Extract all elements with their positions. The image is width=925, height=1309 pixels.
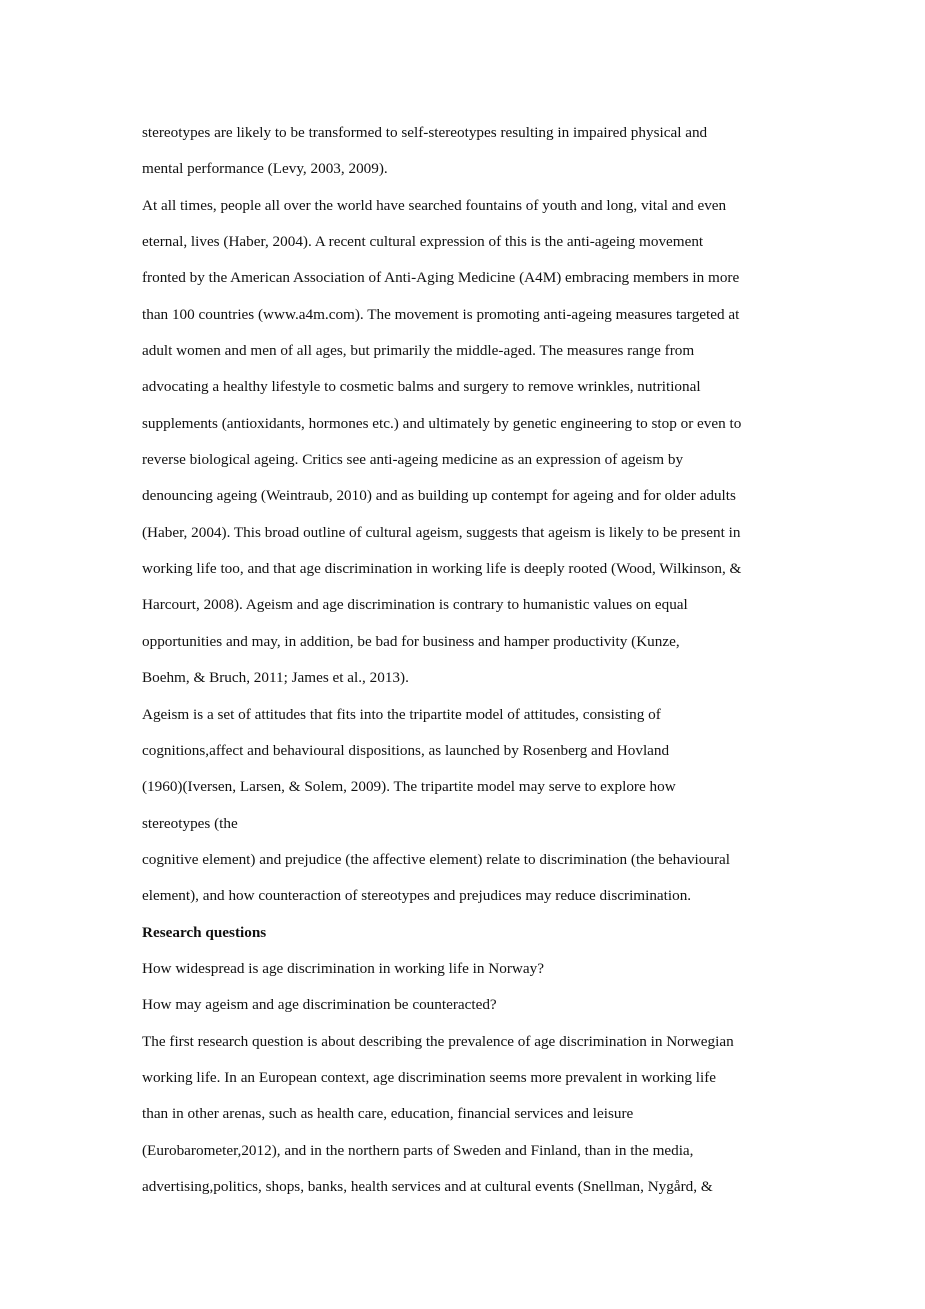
text-line: advocating a healthy lifestyle to cosmetic balms and surgery to remove wrinkles, nutritional	[142, 378, 701, 396]
text-line: stereotypes (the	[142, 814, 238, 832]
text-line: fronted by the American Association of Anti-Aging Medicine (A4M) embracing members in more	[142, 269, 740, 287]
text-line: Ageism is a set of attitudes that fits into the tripartite model of attitudes, consisting of	[142, 705, 661, 723]
text-line: Harcourt, 2008). Ageism and age discrimination is contrary to humanistic values on equal	[142, 596, 688, 614]
text-line: than 100 countries (www.a4m.com). The movement is promoting anti-ageing measures targeted at	[142, 305, 740, 323]
text-line: mental performance (Levy, 2003, 2009).	[142, 160, 388, 178]
text-line: reverse biological ageing. Critics see anti-ageing medicine as an expression of ageism by	[142, 451, 684, 469]
text-line: (1960)(Iversen, Larsen, & Solem, 2009). The tripartite model may serve to explore how	[142, 778, 676, 796]
text-line: adult women and men of all ages, but primarily the middle-aged. The measures range from	[142, 342, 695, 360]
text-line: than in other arenas, such as health care, education, financial services and leisure	[142, 1105, 634, 1123]
text-line: opportunities and may, in addition, be bad for business and hamper productivity (Kunze,	[142, 632, 680, 650]
text-line: element), and how counteraction of stereotypes and prejudices may reduce discrimination.	[142, 887, 692, 905]
research-question: How widespread is age discrimination in working life in Norway?	[142, 959, 544, 977]
text-line: denouncing ageing (Weintraub, 2010) and as building up contempt for ageing and for older adults	[142, 487, 736, 505]
text-line: working life. In an European context, age discrimination seems more prevalent in working life	[142, 1068, 716, 1086]
research-question: How may ageism and age discrimination be counteracted?	[142, 996, 497, 1014]
text-line: working life too, and that age discrimination in working life is deeply rooted (Wood, Wilkinson, &	[142, 560, 742, 578]
text-line: supplements (antioxidants, hormones etc.) and ultimately by genetic engineering to stop or even to	[142, 414, 742, 432]
text-line: stereotypes are likely to be transformed to self-stereotypes resulting in impaired physical and	[142, 124, 708, 141]
text-line: The first research question is about describing the prevalence of age discrimination in Norwegian	[142, 1032, 734, 1050]
text-line: (Haber, 2004). This broad outline of cultural ageism, suggests that ageism is likely to be present in	[142, 523, 741, 541]
section-heading: Research questions	[142, 923, 267, 941]
body-text	[142, 115, 802, 1205]
text-line: (Eurobarometer,2012), and in the northern parts of Sweden and Finland, than in the media,	[142, 1141, 694, 1159]
text-line: cognitions,affect and behavioural dispositions, as launched by Rosenberg and Hovland	[142, 741, 670, 759]
text-line: eternal, lives (Haber, 2004). A recent cultural expression of this is the anti-ageing movement	[142, 233, 704, 251]
text-line: cognitive element) and prejudice (the affective element) relate to discrimination (the behavioural	[142, 850, 730, 868]
text-line: advertising,politics, shops, banks, health services and at cultural events (Snellman, Nygård, &	[142, 1177, 713, 1195]
text-line: Boehm, & Bruch, 2011; James et al., 2013).	[142, 669, 409, 687]
text-line: At all times, people all over the world have searched fountains of youth and long, vital and even	[142, 196, 727, 214]
